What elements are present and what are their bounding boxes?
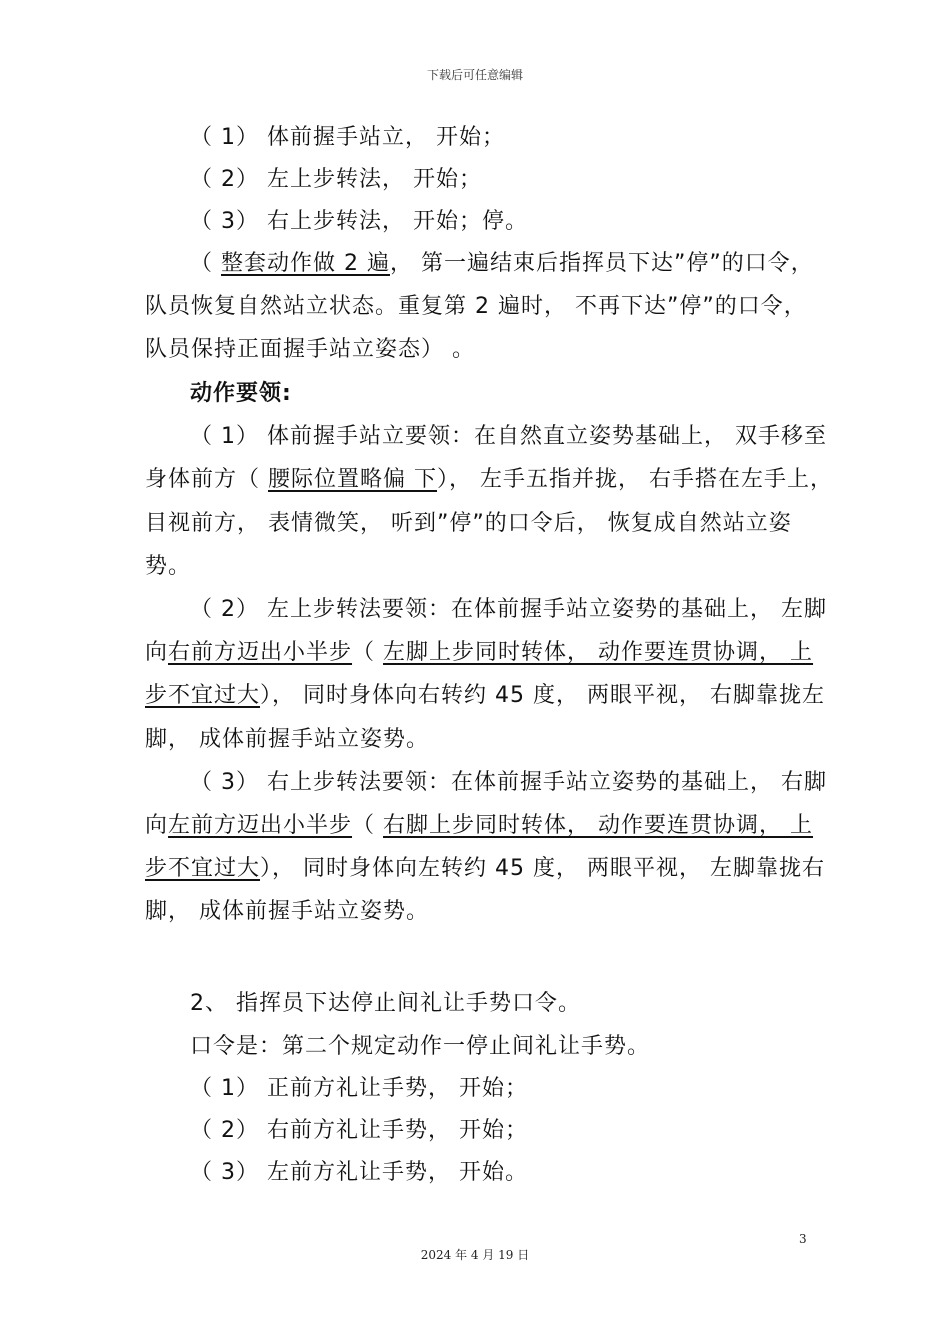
text-run: ）， 左手五指并拢， 右手搭在左手上， bbox=[437, 467, 833, 492]
paragraph-line bbox=[145, 812, 813, 840]
text-run: ）， 同时身体向右转约 45 度， 两眼平视， 右脚靠拢左 bbox=[260, 683, 825, 708]
paragraph-line: 队员恢复自然站立状态。重复第 2 遍时， 不再下达”停”的口令， bbox=[145, 294, 807, 319]
text-run: （ bbox=[352, 640, 384, 665]
underlined-text: 步不宜过大 bbox=[145, 683, 261, 708]
underlined-text: 左前方迈出小半步 bbox=[168, 813, 353, 838]
paragraph-line: 目视前方， 表情微笑， 听到”停”的口令后， 恢复成自然站立姿 bbox=[145, 511, 792, 536]
paragraph-line: （ 2） 左上步转法要领：在体前握手站立姿势的基础上， 左脚 bbox=[190, 597, 827, 622]
page-footer-date: 2024 年 4 月 19 日 bbox=[420, 1248, 530, 1262]
paragraph-line: 势。 bbox=[145, 554, 192, 579]
paragraph-line: （ 1） 正前方礼让手势， 开始； bbox=[190, 1076, 528, 1101]
paragraph-line: （ 3） 右上步转法， 开始；停。 bbox=[190, 209, 528, 234]
text-run: ， 第一遍结束后指挥员下达”停”的口令， bbox=[389, 251, 814, 276]
paragraph-line: 脚， 成体前握手站立姿势。 bbox=[145, 899, 429, 924]
paragraph-line bbox=[145, 639, 813, 667]
underlined-text: 左脚上步同时转体， 动作要连贯协调， 上 bbox=[383, 640, 814, 665]
text-run: 向 bbox=[145, 813, 169, 838]
paragraph-line: （ 2） 右前方礼让手势， 开始； bbox=[190, 1118, 528, 1143]
underlined-text: 整套动作做 2 遍 bbox=[221, 251, 390, 276]
section-heading: 动作要领: bbox=[190, 381, 292, 406]
paragraph-line: （ 3） 右上步转法要领：在体前握手站立姿势的基础上， 右脚 bbox=[190, 770, 827, 795]
underlined-text: 腰际位置略偏 下 bbox=[268, 467, 437, 492]
page-header: 下载后可任意编辑 bbox=[426, 68, 523, 82]
text-run: 向 bbox=[145, 640, 169, 665]
paragraph-line: 口令是：第二个规定动作一停止间礼让手势。 bbox=[190, 1034, 651, 1059]
underlined-text: 步不宜过大 bbox=[145, 856, 261, 881]
paragraph-line bbox=[145, 855, 825, 883]
paragraph-line bbox=[145, 466, 833, 494]
paragraph-line: （ 1） 体前握手站立， 开始； bbox=[190, 125, 505, 150]
text-run: （ bbox=[190, 251, 221, 276]
paragraph-line: （ 1） 体前握手站立要领：在自然直立姿势基础上， 双手移至 bbox=[190, 424, 827, 449]
paragraph-line bbox=[190, 250, 814, 278]
underlined-text: 右前方迈出小半步 bbox=[168, 640, 353, 665]
paragraph-line: （ 2） 左上步转法， 开始； bbox=[190, 167, 482, 192]
paragraph-line: 脚， 成体前握手站立姿势。 bbox=[145, 727, 429, 752]
paragraph-line bbox=[145, 682, 825, 710]
text-run: 身体前方（ bbox=[145, 467, 268, 492]
section-item: 2、 指挥员下达停止间礼让手势口令。 bbox=[190, 991, 581, 1016]
text-run: （ bbox=[352, 813, 384, 838]
text-run: ）， 同时身体向左转约 45 度， 两眼平视， 左脚靠拢右 bbox=[260, 856, 825, 881]
paragraph-line: （ 3） 左前方礼让手势， 开始。 bbox=[190, 1160, 528, 1185]
paragraph-line: 队员保持正面握手站立姿态） 。 bbox=[145, 337, 475, 362]
page-number: 3 bbox=[799, 1232, 807, 1246]
underlined-text: 右脚上步同时转体， 动作要连贯协调， 上 bbox=[383, 813, 814, 838]
